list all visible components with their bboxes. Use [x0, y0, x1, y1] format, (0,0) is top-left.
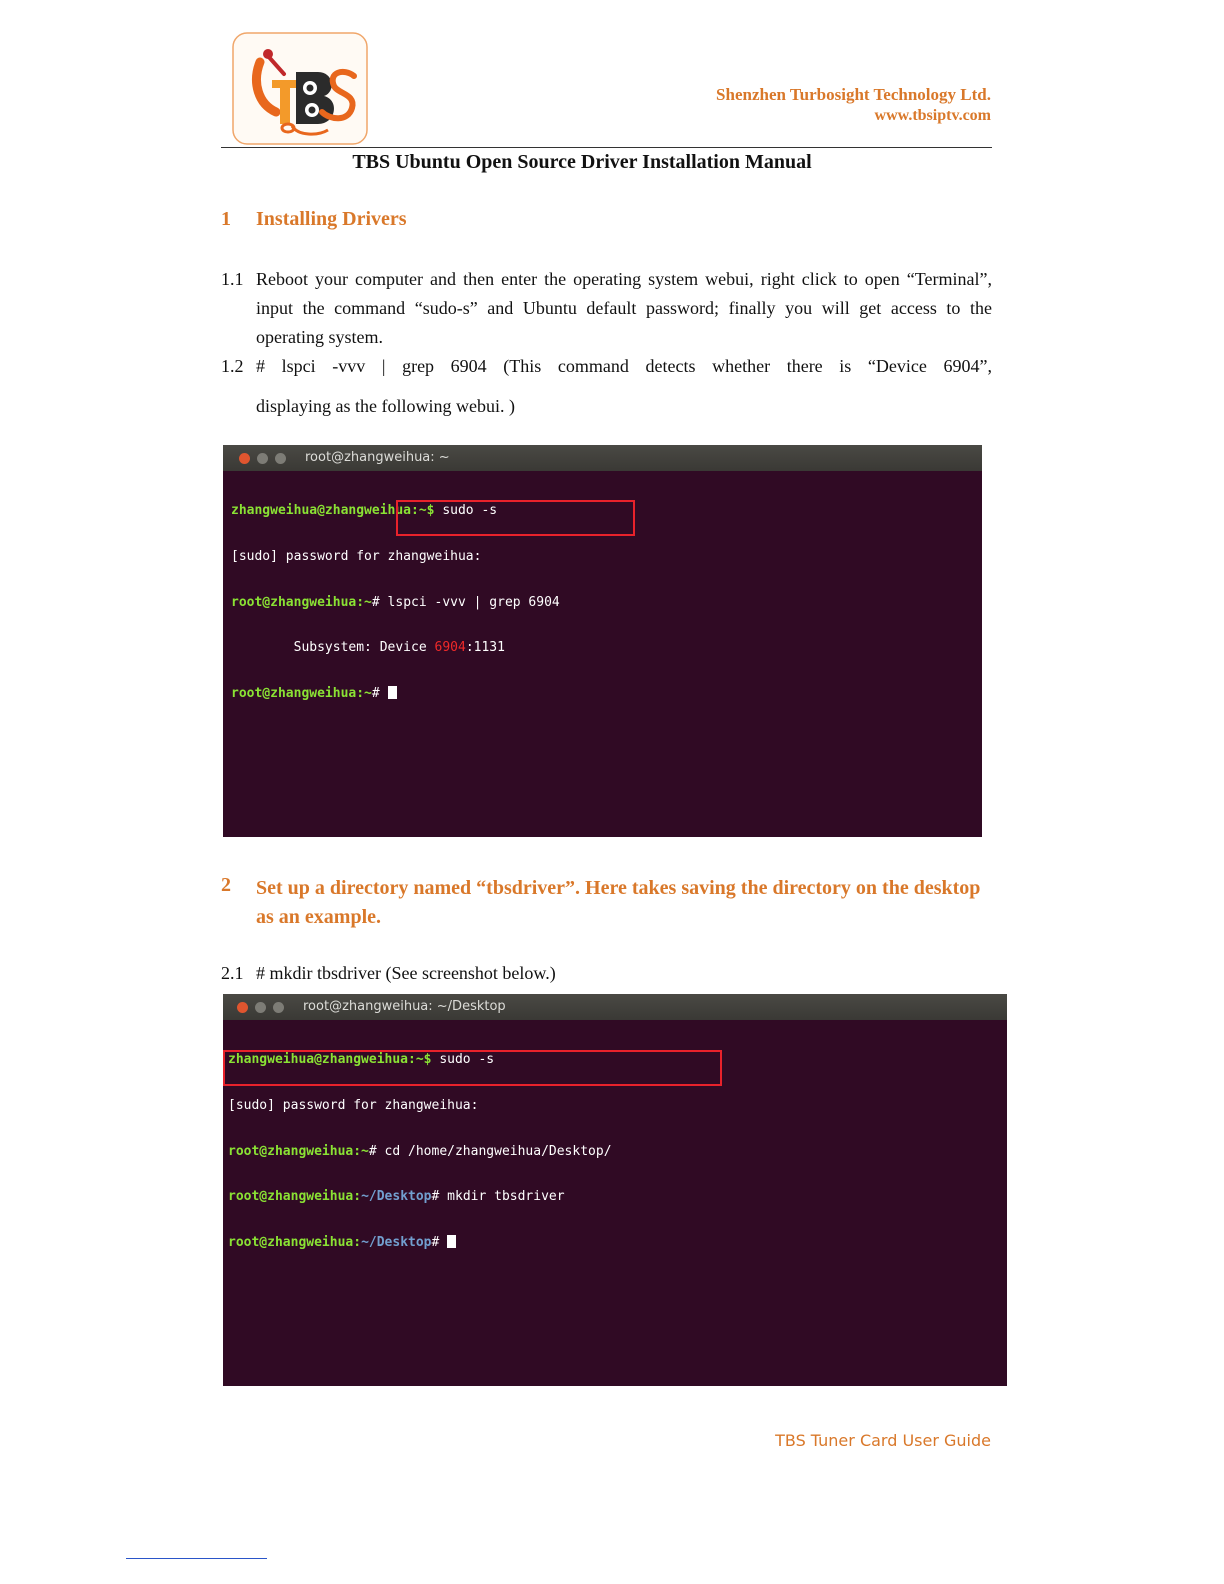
section-number: 2: [221, 874, 231, 896]
command: sudo -s: [431, 1052, 495, 1068]
maximize-icon: [275, 453, 286, 464]
section-title: Set up a directory named “tbsdriver”. Here takes saving the directory on the desktop as an example.: [256, 877, 981, 928]
terminal-line: [228, 1098, 612, 1113]
step-number: 1.2: [221, 356, 244, 376]
step-text: # mkdir tbsdriver (See screenshot below.): [256, 963, 556, 983]
terminal-line: [228, 1189, 612, 1204]
section-2-heading: [221, 874, 992, 934]
step-1-1: [221, 265, 992, 355]
terminal-titlebar: [223, 994, 1007, 1020]
prompt: root@zhangweihua:~: [231, 594, 372, 610]
prompt: zhangweihua@zhangweihua:~$: [231, 503, 435, 519]
highlighted-device-id: 6904: [434, 640, 466, 656]
output-text: [sudo] password for zhangweihua:: [228, 1098, 479, 1113]
prompt: root@zhangweihua:~: [231, 685, 372, 701]
close-icon: [239, 453, 250, 464]
terminal-cursor: [447, 1235, 456, 1248]
step-text: Reboot your computer and then enter the operating system webui, right click to open “Terminal”, input the command “sudo-s” and Ubuntu default password; finally you will get access to the operating system.: [256, 269, 992, 347]
terminal-line: [231, 686, 560, 701]
step-text-continued: displaying as the following webui. ): [256, 396, 515, 416]
terminal-screenshot-2: [223, 994, 1007, 1386]
step-1-2: [221, 352, 992, 381]
step-number: 1.1: [221, 269, 244, 289]
prompt: root@zhangweihua:: [228, 1234, 362, 1250]
terminal-cursor: [388, 686, 397, 699]
company-website: www.tbsiptv.com: [874, 107, 991, 124]
terminal-title: root@zhangweihua: ~: [305, 450, 450, 465]
output-text: [sudo] password for zhangweihua:: [231, 549, 482, 564]
section-title: Installing Drivers: [256, 208, 407, 230]
maximize-icon: [273, 1002, 284, 1013]
minimize-icon: [255, 1002, 266, 1013]
command: #: [371, 685, 388, 701]
close-icon: [237, 1002, 248, 1013]
prompt-path: ~/Desktop: [361, 1189, 432, 1205]
prompt: root@zhangweihua:: [228, 1189, 362, 1205]
company-name: Shenzhen Turbosight Technology Ltd.: [716, 85, 991, 104]
command: sudo -s: [434, 503, 498, 519]
tbs-logo: [232, 32, 368, 145]
command: # lspci -vvv | grep 6904: [371, 594, 560, 610]
output-text: Subsystem: Device: [231, 640, 435, 656]
terminal-screenshot-1: [223, 445, 982, 837]
prompt-path: ~/Desktop: [361, 1234, 432, 1250]
highlight-box: [223, 1050, 722, 1086]
minimize-icon: [257, 453, 268, 464]
step-2-1: [221, 959, 992, 988]
terminal-line: [228, 1144, 612, 1159]
highlight-box: [396, 500, 635, 536]
header-divider: [221, 147, 992, 148]
command: # cd /home/zhangweihua/Desktop/: [368, 1143, 612, 1159]
step-text: # lspci -vvv | grep 6904 (This command detects whether there is “Device 6904”,: [256, 356, 992, 376]
footnote-divider: [126, 1558, 267, 1559]
terminal-title: root@zhangweihua: ~/Desktop: [303, 999, 506, 1014]
step-number: 2.1: [221, 963, 244, 983]
terminal-titlebar: [223, 445, 982, 471]
command: # mkdir tbsdriver: [431, 1189, 565, 1205]
terminal-line: [228, 1235, 612, 1250]
terminal-line: [231, 640, 560, 655]
document-title: TBS Ubuntu Open Source Driver Installation Manual: [352, 151, 812, 173]
terminal-line: [231, 595, 560, 610]
section-number: 1: [221, 208, 231, 230]
prompt: root@zhangweihua:~: [228, 1143, 369, 1159]
output-text: :1131: [465, 640, 505, 656]
footer-guide-title: TBS Tuner Card User Guide: [775, 1431, 991, 1450]
command: #: [431, 1234, 448, 1250]
prompt: zhangweihua@zhangweihua:~$: [228, 1052, 432, 1068]
terminal-line: [231, 549, 560, 564]
company-info: [716, 84, 991, 126]
